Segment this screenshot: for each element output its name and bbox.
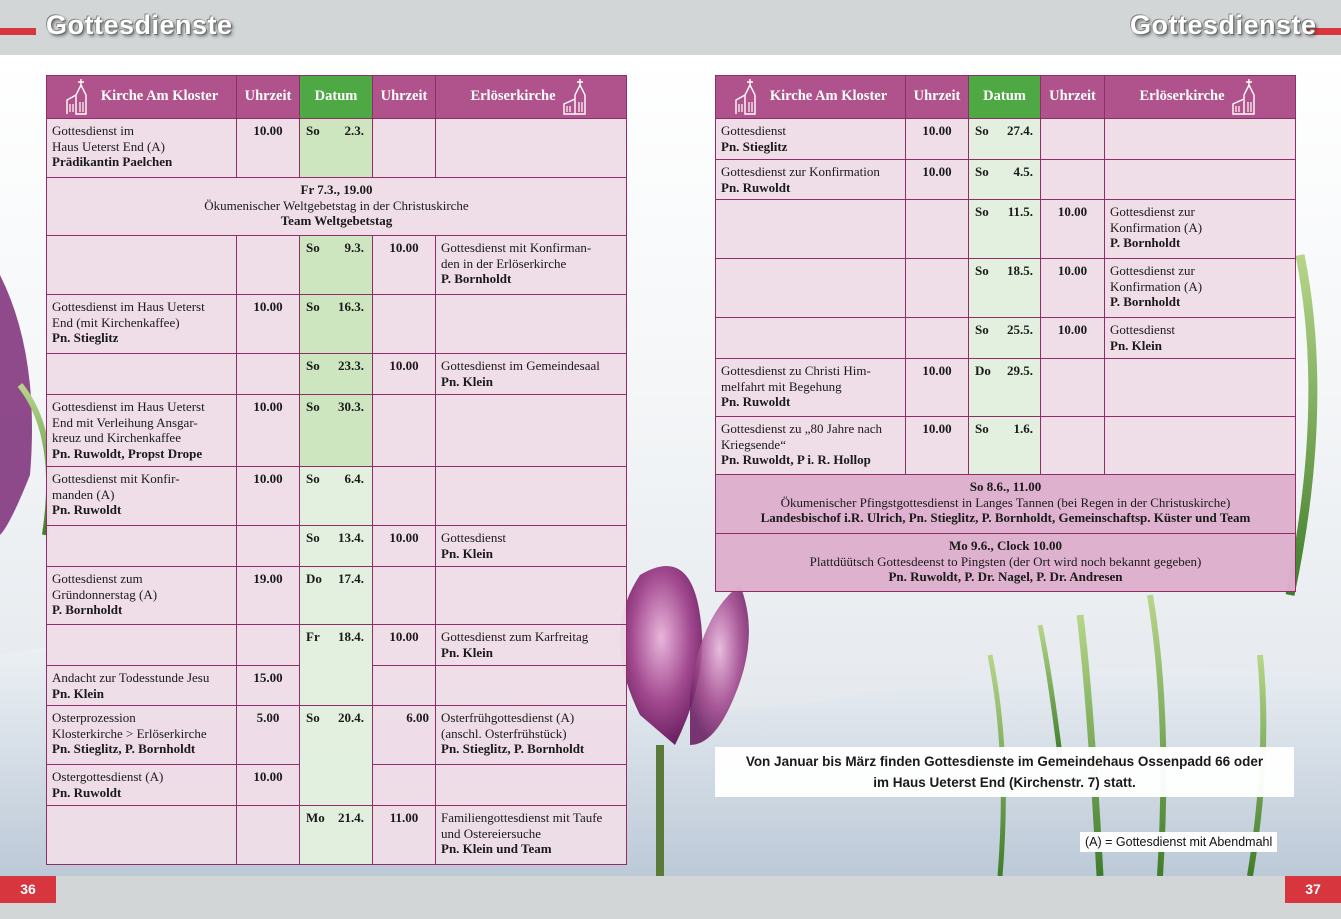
table-row xyxy=(47,354,627,395)
cell-kirche: Gottesdienst zu „80 Jahre nach Kriegsende“ Pn. Ruwoldt, P i. R. Hollop xyxy=(716,417,906,475)
cell-kirche: Ostergottesdienst (A) Pn. Ruwoldt xyxy=(47,765,237,806)
cell-time-1: 10.00 xyxy=(906,160,969,200)
cell-time-2: 10.00 xyxy=(1041,318,1105,359)
cell-date: So 23.3. xyxy=(300,354,373,395)
page-number-right: 37 xyxy=(1285,876,1341,903)
church-icon xyxy=(560,78,592,116)
cell-erloeser: Gottesdienst zur Konfirmation (A) P. Bornholdt xyxy=(1105,200,1296,259)
cell-time-2: 10.00 xyxy=(373,526,436,567)
cell-kirche: Gottesdienst im Haus Ueterst End mit Verleihung Ansgar- kreuz und Kirchenkaffee Pn. Ruwoldt, Propst Drope xyxy=(47,395,237,467)
cell-kirche: Osterprozession Klosterkirche > Erlöserkirche Pn. Stieglitz, P. Bornholdt xyxy=(47,706,237,765)
cell-date: So 4.5. xyxy=(969,160,1041,200)
cell-date: So 11.5. xyxy=(969,200,1041,259)
cell-time-1: 10.00 xyxy=(906,119,969,160)
cell-kirche: Andacht zur Todesstunde Jesu Pn. Klein xyxy=(47,666,237,706)
cell-kirche: Gottesdienst Pn. Stieglitz xyxy=(716,119,906,160)
cell-kirche: Gottesdienst im Haus Ueterst End (A) Prädikantin Paelchen xyxy=(47,119,237,178)
church-icon xyxy=(65,78,97,116)
cell-date: Do 29.5. xyxy=(969,359,1041,417)
table-row xyxy=(47,395,627,467)
table-row xyxy=(47,467,627,526)
col-header-uhrzeit-2: Uhrzeit xyxy=(373,76,436,119)
table-row xyxy=(716,417,1296,475)
cell-erloeser: Gottesdienst Pn. Klein xyxy=(1105,318,1296,359)
col-header-label: Kirche Am Kloster xyxy=(100,88,219,105)
cell-date: So 9.3. xyxy=(300,236,373,295)
table-row xyxy=(716,200,1296,259)
cell-kirche: Gottesdienst zur Konfirmation Pn. Ruwoldt xyxy=(716,160,906,200)
table-header-row xyxy=(47,76,627,119)
cell-time-2: 6.00 xyxy=(373,706,436,765)
event-plattduetsch-gottesdeenst: Mo 9.6., Clock 10.00 Plattdüütsch Gottesdeenst to Pingsten (der Ort wird noch bekannt gegeben) Pn. Ruwoldt, P. Dr. Nagel, P. Dr. Andresen xyxy=(716,534,1296,592)
church-icon xyxy=(734,78,766,116)
table-row xyxy=(47,567,627,625)
table-row xyxy=(47,526,627,567)
table-row-span xyxy=(716,534,1296,592)
col-header-datum: Datum xyxy=(969,76,1041,119)
cell-erloeser: Gottesdienst Pn. Klein xyxy=(436,526,627,567)
table-row-span xyxy=(716,475,1296,534)
cell-date: So 18.5. xyxy=(969,259,1041,318)
table-row-span xyxy=(47,178,627,236)
table-row xyxy=(716,359,1296,417)
col-header-uhrzeit-1: Uhrzeit xyxy=(906,76,969,119)
schedule-table-right xyxy=(715,75,1296,592)
table-row xyxy=(716,119,1296,160)
abendmahl-legend: (A) = Gottesdienst mit Abendmahl xyxy=(1080,832,1277,852)
cell-date: So 2.3. xyxy=(300,119,373,178)
church-icon xyxy=(1229,78,1261,116)
cell-time-2: 10.00 xyxy=(373,236,436,295)
cell-kirche: Gottesdienst zum Gründonnerstag (A) P. Bornholdt xyxy=(47,567,237,625)
table-row xyxy=(47,236,627,295)
table-row xyxy=(716,318,1296,359)
table-row xyxy=(47,119,627,178)
cell-time-1: 10.00 xyxy=(906,417,969,475)
col-header-datum: Datum xyxy=(300,76,373,119)
cell-time-2 xyxy=(373,119,436,178)
page-number-left: 36 xyxy=(0,876,56,903)
col-header-kirche-am-kloster xyxy=(716,76,906,119)
table-row xyxy=(47,806,627,865)
col-header-label: Kirche Am Kloster xyxy=(769,88,888,105)
table-row xyxy=(716,259,1296,318)
cell-time-2: 10.00 xyxy=(1041,200,1105,259)
schedule-table-left xyxy=(46,75,627,865)
cell-time-2: 11.00 xyxy=(373,806,436,865)
cell-date: So 13.4. xyxy=(300,526,373,567)
cell-date: Fr 18.4. xyxy=(300,625,373,706)
cell-time-1: 5.00 xyxy=(237,706,300,765)
cell-time-1: 10.00 xyxy=(237,765,300,806)
cell-time-1: 19.00 xyxy=(237,567,300,625)
cell-date: So 16.3. xyxy=(300,295,373,354)
table-header-row xyxy=(716,76,1296,119)
cell-date: Mo 21.4. xyxy=(300,806,373,865)
cell-kirche: Gottesdienst zu Christi Him- melfahrt mit Begehung Pn. Ruwoldt xyxy=(716,359,906,417)
page-title-right: Gottesdienste xyxy=(1130,10,1317,40)
cell-time-1: 15.00 xyxy=(237,666,300,706)
cell-date: So 20.4. xyxy=(300,706,373,806)
cell-time-1: 10.00 xyxy=(237,467,300,526)
col-header-label: Erlöserkirche xyxy=(1139,88,1225,105)
cell-date: So 1.6. xyxy=(969,417,1041,475)
cell-erloeser: Osterfrühgottesdienst (A) (anschl. Osterfrühstück) Pn. Stieglitz, P. Bornholdt xyxy=(436,706,627,765)
cell-time-2: 10.00 xyxy=(373,354,436,395)
cell-date: Do 17.4. xyxy=(300,567,373,625)
cell-date: So 30.3. xyxy=(300,395,373,467)
cell-kirche: Gottesdienst im Haus Ueterst End (mit Kirchenkaffee) Pn. Stieglitz xyxy=(47,295,237,354)
col-header-erloeserkirche xyxy=(436,76,627,119)
cell-time-1: 10.00 xyxy=(237,119,300,178)
info-note xyxy=(715,747,1294,797)
event-pfingstgottesdienst: So 8.6., 11.00 Ökumenischer Pfingstgottesdienst in Langes Tannen (bei Regen in der Christuskirche) Landesbischof i.R. Ulrich, Pn. Stieglitz, P. Bornholdt, Gemeinschaftsp. Küster und Team xyxy=(716,475,1296,534)
col-header-kirche-am-kloster xyxy=(47,76,237,119)
info-line-1: Von Januar bis März finden Gottesdienste im Gemeindehaus Ossenpadd 66 oder xyxy=(745,754,1264,769)
bottom-band xyxy=(0,876,1341,919)
cell-time-1: 10.00 xyxy=(906,359,969,417)
cell-date: So 27.4. xyxy=(969,119,1041,160)
col-header-uhrzeit-2: Uhrzeit xyxy=(1041,76,1105,119)
col-header-label: Erlöserkirche xyxy=(470,88,556,105)
cell-time-1: 10.00 xyxy=(237,295,300,354)
cell-date: So 6.4. xyxy=(300,467,373,526)
cell-erloeser: Gottesdienst mit Konfirman- den in der Erlöserkirche P. Bornholdt xyxy=(436,236,627,295)
info-line-2: im Haus Ueterst End (Kirchenstr. 7) statt. xyxy=(873,775,1136,790)
cell-kirche: Gottesdienst mit Konfir- manden (A) Pn. Ruwoldt xyxy=(47,467,237,526)
table-row xyxy=(47,295,627,354)
cell-date: So 25.5. xyxy=(969,318,1041,359)
col-header-erloeserkirche xyxy=(1105,76,1296,119)
left-accent-bar xyxy=(0,28,36,35)
col-header-uhrzeit-1: Uhrzeit xyxy=(237,76,300,119)
table-row xyxy=(716,160,1296,200)
cell-time-2: 10.00 xyxy=(373,625,436,666)
cell-erloeser: Gottesdienst im Gemeindesaal Pn. Klein xyxy=(436,354,627,395)
cell-time-1: 10.00 xyxy=(237,395,300,467)
cell-erloeser: Gottesdienst zum Karfreitag Pn. Klein xyxy=(436,625,627,666)
table-row xyxy=(47,625,627,666)
table-row xyxy=(47,706,627,765)
cell-erloeser: Gottesdienst zur Konfirmation (A) P. Bornholdt xyxy=(1105,259,1296,318)
page-title-left: Gottesdienste xyxy=(46,10,233,40)
event-weltgebetstag: Fr 7.3., 19.00 Ökumenischer Weltgebetstag in der Christuskirche Team Weltgebetstag xyxy=(47,178,627,236)
cell-erloeser: Familiengottesdienst mit Taufe und Ostereiersuche Pn. Klein und Team xyxy=(436,806,627,865)
cell-time-2: 10.00 xyxy=(1041,259,1105,318)
cell-erloeser xyxy=(436,119,627,178)
